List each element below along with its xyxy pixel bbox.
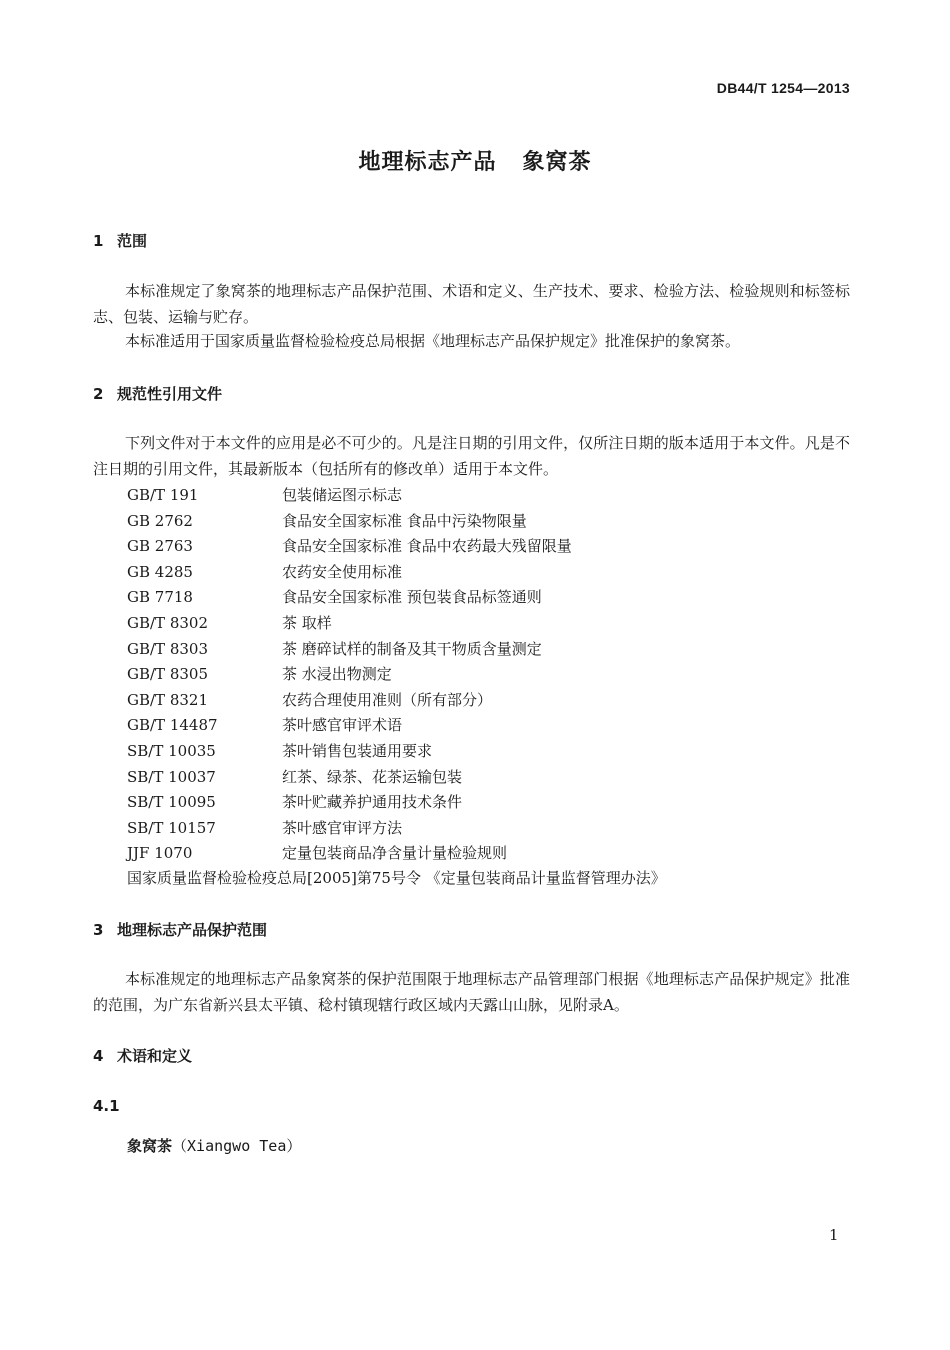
section-3-paragraph-1: 本标准规定的地理标志产品象窝茶的保护范围限于地理标志产品管理部门根据《地理标志产品保护规定》批准的范围，为广东省新兴县太平镇、稔村镇现辖行政区域内天露山山脉，见附录A。 [93,970,850,1014]
reference-item [127,816,572,842]
reference-name: 茶叶销售包装通用要求 [282,741,433,760]
section-title: 规范性引用文件 [117,385,223,403]
reference-name: 食品安全国家标准 预包装食品标签通则 [282,588,542,607]
reference-code: GB 2762 [127,511,193,530]
term-chinese: 象窝茶 [127,1137,173,1155]
reference-code: GB/T 8303 [127,639,209,658]
reference-name: 食品安全国家标准 食品中农药最大残留限量 [282,537,572,556]
reference-name: 农药合理使用准则（所有部分） [282,690,493,709]
standard-code: DB44/T 1254—2013 [716,80,850,96]
reference-code: SB/T 10035 [127,741,216,760]
section-3-heading [93,919,267,940]
section-title: 范围 [117,232,148,250]
reference-code: GB/T 14487 [127,716,218,735]
reference-item [127,611,572,637]
reference-code: SB/T 10037 [127,767,216,786]
reference-name: 茶 取样 [282,613,332,632]
reference-code: GB 7718 [127,588,193,607]
title-part-1: 地理标志产品 [358,150,497,175]
section-1-paragraph-2: 本标准适用于国家质量监督检验检疫总局根据《地理标志产品保护规定》批准保护的象窝茶。 [125,332,741,350]
reference-item [127,739,572,765]
reference-code: GB/T 191 [127,486,199,504]
reference-name: 包装储运图示标志 [282,486,403,504]
section-number: 3 [93,921,104,939]
reference-name: 茶 磨碎试样的制备及其干物质含量测定 [282,639,542,658]
reference-name: 红茶、绿茶、花茶运输包装 [282,767,463,786]
section-1-paragraph-1: 本标准规定了象窝茶的地理标志产品保护范围、术语和定义、生产技术、要求、检验方法、检验规则和标签标志、包装、运输与贮存。 [93,282,850,326]
reference-name: 茶 水浸出物测定 [282,665,392,684]
reference-item [127,483,572,509]
reference-item [127,509,572,535]
reference-name: 茶叶贮藏养护通用技术条件 [282,793,463,812]
reference-item [127,841,572,867]
reference-code: SB/T 10095 [127,793,216,812]
section-number: 4 [93,1047,104,1065]
section-2-paragraph-1: 下列文件对于本文件的应用是必不可少的。凡是注日期的引用文件，仅所注日期的版本适用于本文件。凡是不注日期的引用文件，其最新版本（包括所有的修改单）适用于本文件。 [93,434,850,478]
reference-code: SB/T 10157 [127,818,216,837]
reference-item [127,560,572,586]
reference-code: JJF 1070 [127,844,193,863]
term-entry [127,1135,301,1156]
page-number: 1 [829,1226,839,1244]
reference-name: 农药安全使用标准 [282,562,403,581]
reference-item [127,688,572,714]
term-english: （Xiangwo Tea） [172,1137,302,1155]
section-number: 1 [93,232,104,250]
reference-name: 茶叶感官审评术语 [282,716,403,735]
reference-item [127,713,572,739]
reference-code: GB/T 8302 [127,613,209,632]
subsection-number: 4.1 [93,1097,120,1115]
reference-list [127,483,572,867]
reference-item [127,790,572,816]
section-title: 术语和定义 [117,1047,193,1065]
regulation-reference: 国家质量监督检验检疫总局[2005]第75号令 《定量包装商品计量监督管理办法》 [127,869,666,887]
reference-name: 茶叶感官审评方法 [282,818,403,837]
reference-item [127,637,572,663]
document-title [0,145,950,176]
section-number: 2 [93,385,104,403]
section-title: 地理标志产品保护范围 [117,921,268,939]
reference-name: 食品安全国家标准 食品中污染物限量 [282,511,527,530]
reference-name: 定量包装商品净含量计量检验规则 [282,844,508,863]
reference-item [127,585,572,611]
title-part-2: 象窝茶 [522,150,592,175]
section-4-heading [93,1045,192,1066]
reference-code: GB/T 8305 [127,665,209,684]
reference-code: GB/T 8321 [127,690,209,709]
reference-item [127,534,572,560]
section-1-heading [93,230,147,251]
reference-code: GB 4285 [127,562,193,581]
section-2-heading [93,383,222,404]
reference-item [127,662,572,688]
reference-code: GB 2763 [127,537,193,556]
reference-item [127,765,572,791]
